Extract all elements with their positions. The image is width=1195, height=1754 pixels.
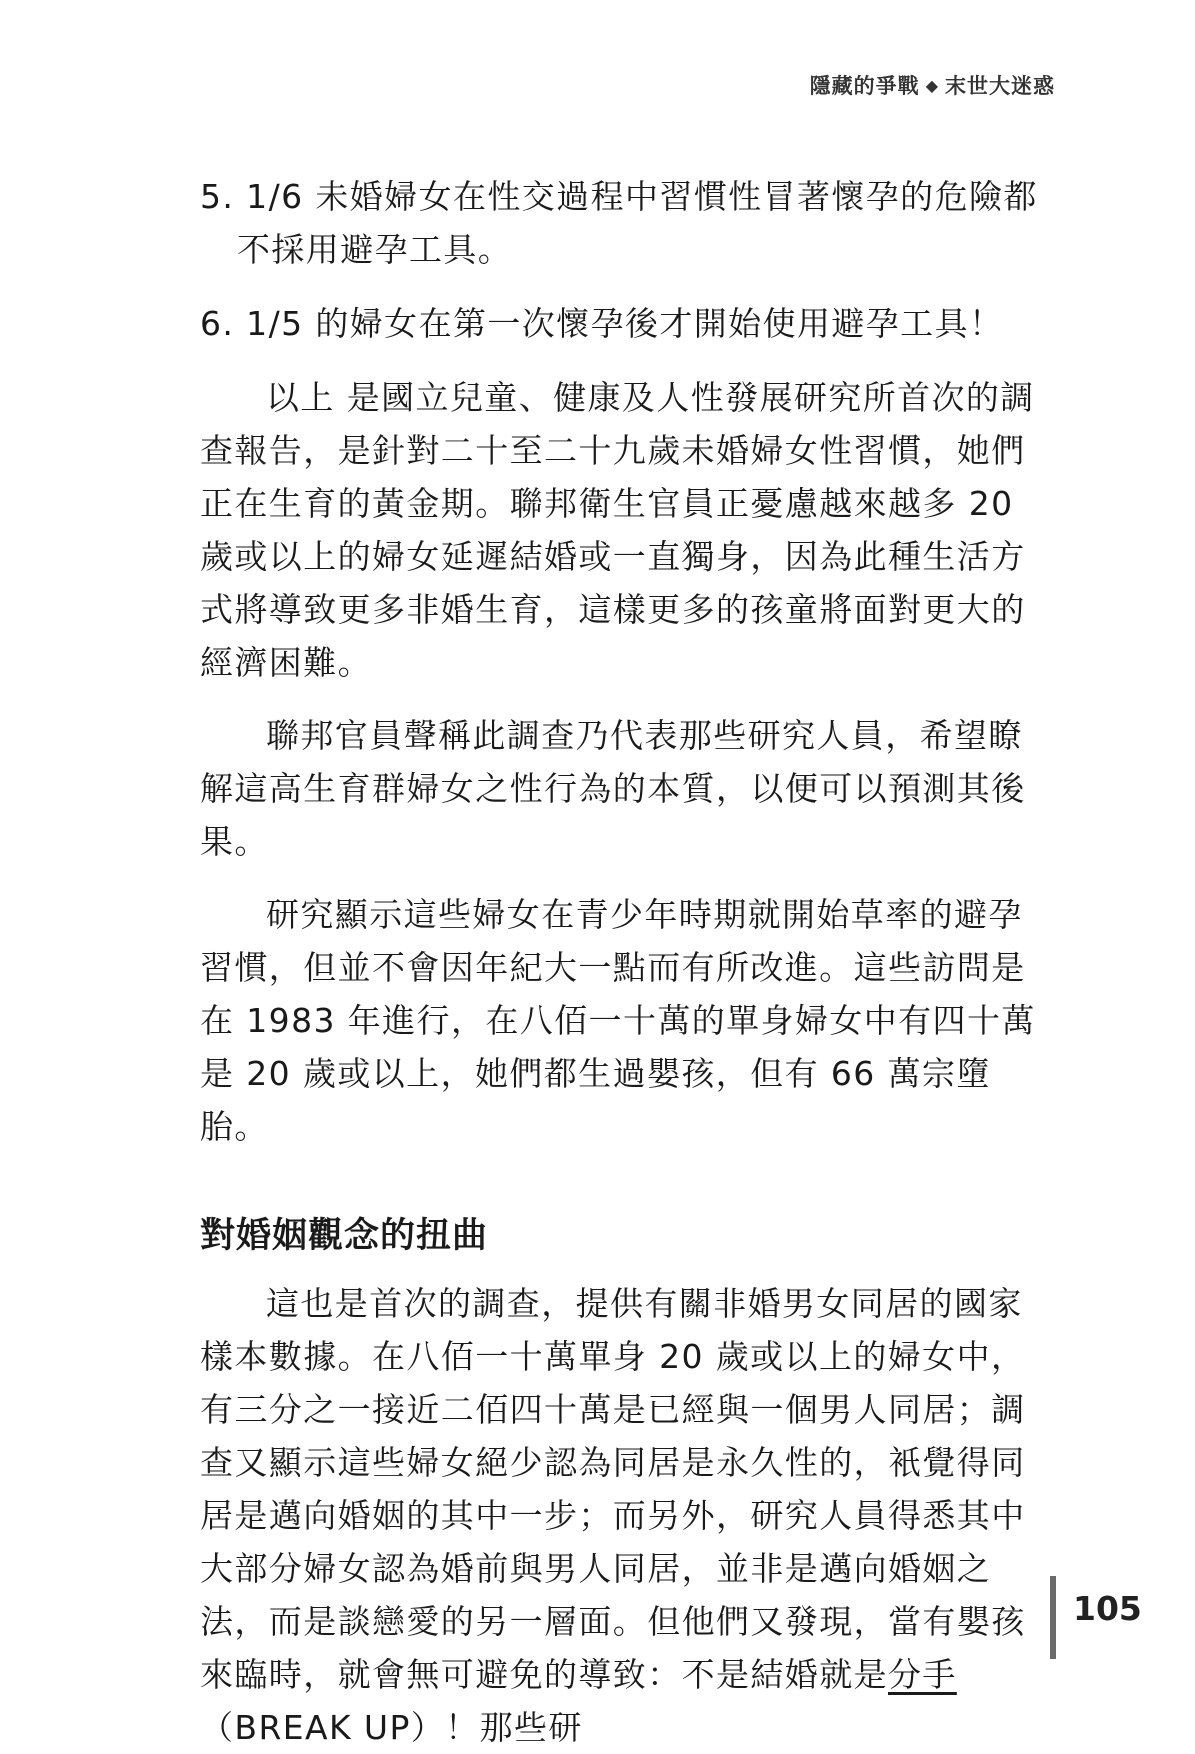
paragraph-4-tail: （BREAK UP）！那些研 (200, 1708, 583, 1747)
running-header (810, 70, 1055, 100)
book-title: 隱藏的爭戰 (809, 74, 920, 98)
list-item-5: 5. 1/6 未婚婦女在性交過程中習慣性冒著懷孕的危險都不採用避孕工具。 (200, 177, 1038, 269)
page-number: 105 (1073, 1589, 1142, 1628)
paragraph-2: 聯邦官員聲稱此調查乃代表那些研究人員，希望瞭解這高生育群婦女之性行為的本質，以便可以預測其後果。 (200, 716, 1026, 861)
diamond-icon: ◆ (925, 76, 939, 95)
page-body (200, 170, 1050, 1754)
paragraph-4-text: 這也是首次的調查，提供有關非婚男女同居的國家樣本數據。在八佰一十萬單身 20 歲或以上的婦女中，有三分之一接近二佰四十萬是已經與一個男人同居；調查又顯示這些婦女絕少認為同居是永久性的，衹覺得同居是邁向婚姻的其中一步；而另外，研究人員得悉其中大部分婦女認為婚前與男人同居，並非是邁向婚姻之法，而是談戀愛的另一層面。但他們又發現，當有嬰孩來臨時，就會無可避免的導致：不是結婚就是 (200, 1284, 1026, 1694)
underlined-term: 分手 (888, 1655, 957, 1694)
paragraph-3: 研究顯示這些婦女在青少年時期就開始草率的避孕習慣，但並不會因年紀大一點而有所改進。這些訪問是在 1983 年進行，在八佰一十萬的單身婦女中有四十萬是 20 歲或以上，她們都生過嬰孩，但有 66 萬宗墮胎。 (200, 895, 1036, 1146)
section-title: 末世大迷惑 (945, 74, 1055, 98)
list-item-6: 6. 1/5 的婦女在第一次懷孕後才開始使用避孕工具！ (200, 304, 1004, 343)
paragraph-1: 以上 是國立兒童、健康及人性發展研究所首次的調查報告，是針對二十至二十九歲未婚婦女性習慣，她們正在生育的黃金期。聯邦衛生官員正憂慮越來越多 20 歲或以上的婦女延遲結婚或一直獨身，因為此種生活方式將導致更多非婚生育，這樣更多的孩童將面對更大的經濟困難。 (200, 378, 1035, 682)
page-number-bar (1050, 1576, 1056, 1659)
paragraph-4 (200, 1277, 1050, 1754)
section-heading: 對婚姻觀念的扭曲 (200, 1216, 489, 1256)
